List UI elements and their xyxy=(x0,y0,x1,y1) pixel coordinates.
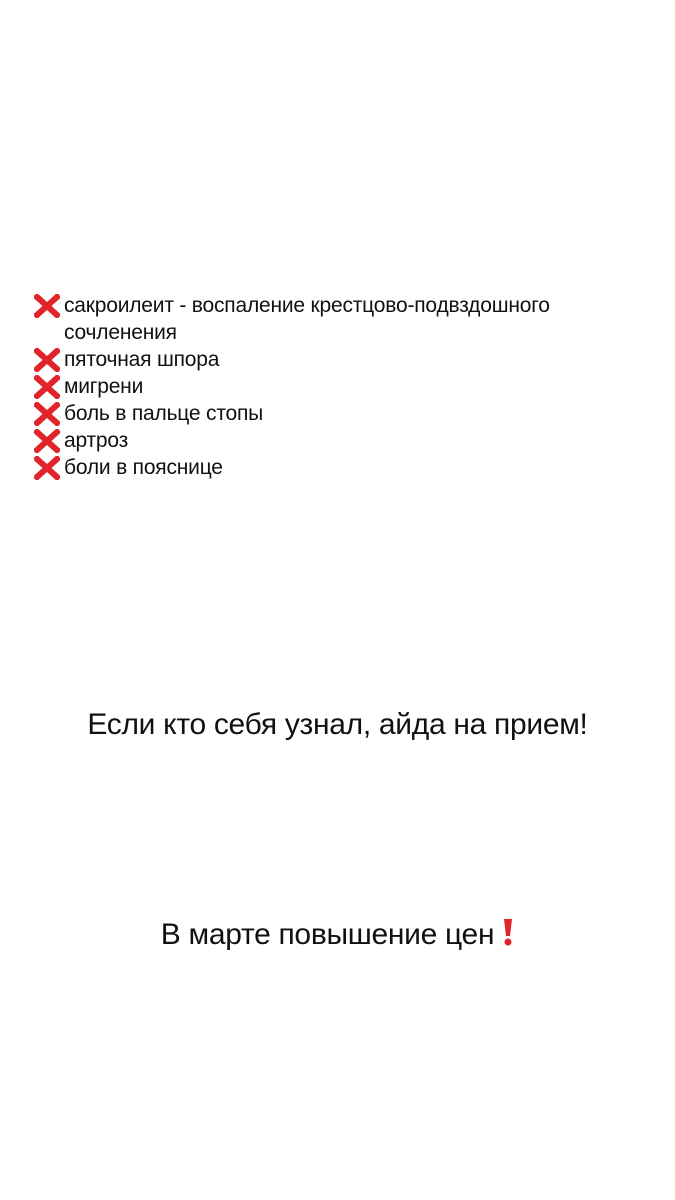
price-notice xyxy=(0,915,675,957)
cross-mark-icon xyxy=(34,346,64,373)
condition-label: артроз xyxy=(64,429,129,452)
list-item xyxy=(34,373,634,400)
list-item xyxy=(34,400,634,427)
condition-label: сакроилеит - воспаление крестцово-подвздошного сочленения xyxy=(64,294,550,344)
cross-mark-icon xyxy=(34,292,64,319)
price-notice-text: В марте повышение цен xyxy=(160,918,495,951)
cross-mark-icon xyxy=(34,454,64,481)
exclamation-mark-icon xyxy=(502,917,514,957)
list-item xyxy=(34,427,634,454)
list-item xyxy=(34,454,634,481)
cross-mark-icon xyxy=(34,373,64,400)
condition-label: мигрени xyxy=(64,375,144,398)
call-to-action: Если кто себя узнал, айда на прием! xyxy=(87,708,588,741)
condition-label: боль в пальце стопы xyxy=(64,402,264,425)
list-item xyxy=(34,292,634,346)
cross-mark-icon xyxy=(34,427,64,454)
condition-label: боли в пояснице xyxy=(64,456,223,479)
list-item xyxy=(34,346,634,373)
cross-mark-icon xyxy=(34,400,64,427)
condition-label: пяточная шпора xyxy=(64,348,220,371)
conditions-list xyxy=(34,292,634,481)
